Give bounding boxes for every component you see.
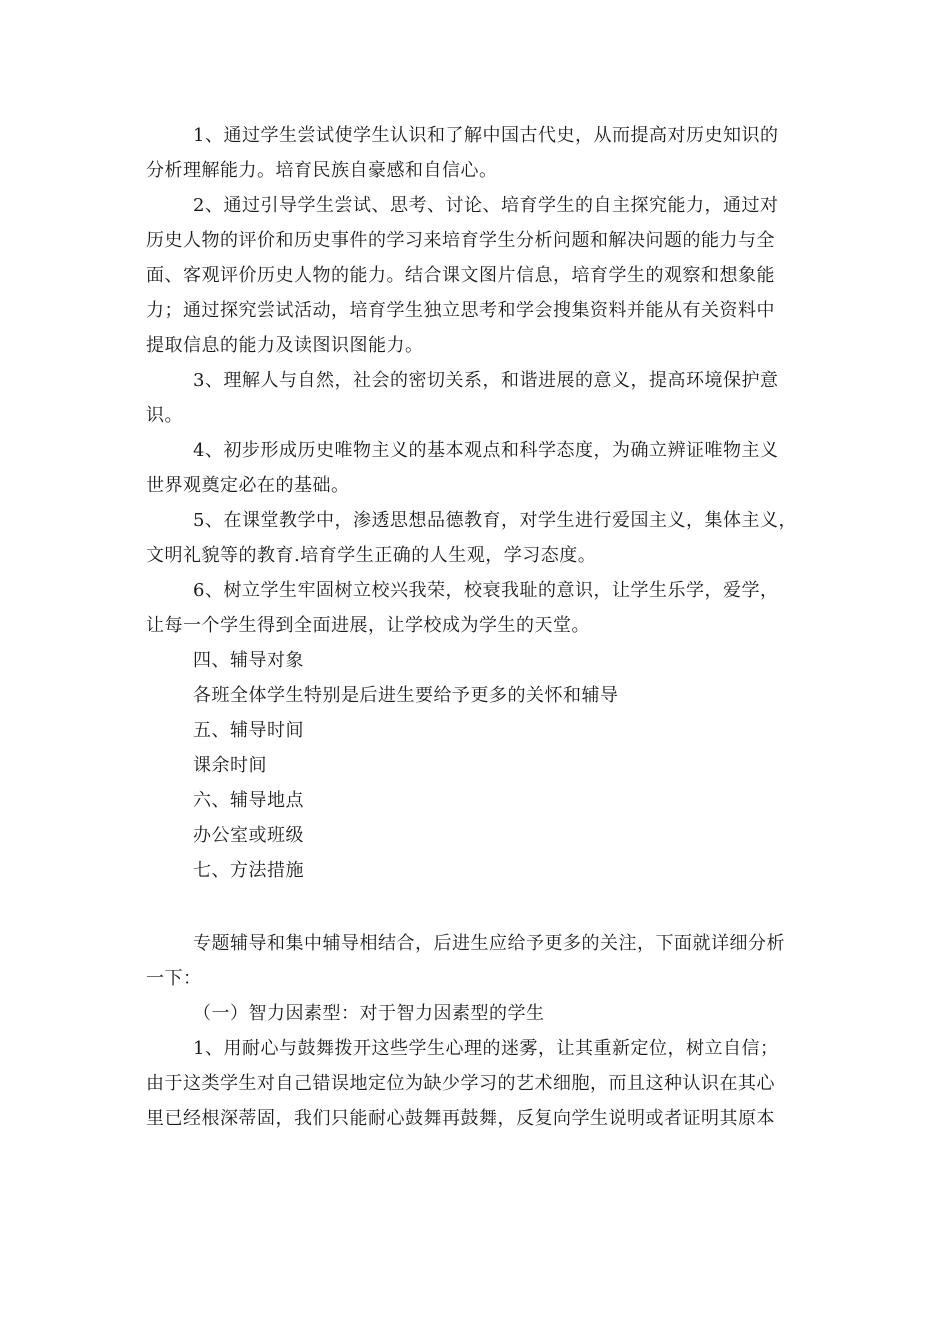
paragraph-8-line-1: 1、用耐心与鼓舞拨开这些学生心理的迷雾，让其重新定位，树立自信； bbox=[193, 1038, 779, 1059]
section-heading-methods: 七、方法措施 bbox=[193, 860, 304, 881]
paragraph-2-line-2: 历史人物的评价和历史事件的学习来培育学生分析问题和解决问题的能力与全 bbox=[146, 230, 775, 251]
section-text-location: 办公室或班级 bbox=[193, 825, 304, 846]
paragraph-1-line-2: 分析理解能力。培育民族自豪感和自信心。 bbox=[146, 160, 498, 181]
paragraph-2-line-4: 力；通过探究尝试活动，培育学生独立思考和学会搜集资料并能从有关资料中 bbox=[146, 300, 775, 321]
section-heading-time: 五、辅导时间 bbox=[193, 720, 304, 741]
paragraph-3-line-2: 识。 bbox=[146, 405, 183, 426]
paragraph-4-line-2: 世界观奠定必在的基础。 bbox=[146, 475, 350, 496]
paragraph-6-line-2: 让每一个学生得到全面进展，让学校成为学生的天堂。 bbox=[146, 615, 590, 636]
paragraph-8-line-3: 里已经根深蒂固，我们只能耐心鼓舞再鼓舞，反复向学生说明或者证明其原本 bbox=[146, 1108, 775, 1129]
paragraph-7-line-2: 一下： bbox=[146, 968, 202, 989]
paragraph-4-line-1: 4、初步形成历史唯物主义的基本观点和科学态度，为确立辨证唯物主义 bbox=[193, 440, 779, 461]
paragraph-2-line-1: 2、通过引导学生尝试、思考、讨论、培育学生的自主探究能力，通过对 bbox=[193, 195, 779, 216]
paragraph-6-line-1: 6、树立学生牢固树立校兴我荣，校衰我耻的意识，让学生乐学，爱学， bbox=[193, 580, 779, 601]
paragraph-2-line-5: 提取信息的能力及读图识图能力。 bbox=[146, 335, 424, 356]
paragraph-5-line-2: 文明礼貌等的教育.培育学生正确的人生观，学习态度。 bbox=[146, 545, 597, 566]
subsection-heading-intellectual: （一）智力因素型：对于智力因素型的学生 bbox=[193, 1003, 545, 1024]
paragraph-1-line-1: 1、通过学生尝试使学生认识和了解中国古代史，从而提高对历史知识的 bbox=[193, 125, 779, 146]
section-text-targets: 各班全体学生特别是后进生要给予更多的关怀和辅导 bbox=[193, 685, 619, 706]
paragraph-8-line-2: 由于这类学生对自己错误地定位为缺少学习的艺术细胞，而且这种认识在其心 bbox=[146, 1073, 775, 1094]
paragraph-7-line-1: 专题辅导和集中辅导相结合，后进生应给予更多的关注，下面就详细分析 bbox=[193, 933, 785, 954]
paragraph-3-line-1: 3、理解人与自然，社会的密切关系，和谐进展的意义，提高环境保护意 bbox=[193, 370, 779, 391]
section-heading-targets: 四、辅导对象 bbox=[193, 650, 304, 671]
section-text-time: 课余时间 bbox=[193, 755, 267, 776]
paragraph-2-line-3: 面、客观评价历史人物的能力。结合课文图片信息，培育学生的观察和想象能 bbox=[146, 265, 775, 286]
paragraph-5-line-1: 5、在课堂教学中，渗透思想品德教育，对学生进行爱国主义，集体主义， bbox=[193, 510, 797, 531]
section-heading-location: 六、辅导地点 bbox=[193, 790, 304, 811]
